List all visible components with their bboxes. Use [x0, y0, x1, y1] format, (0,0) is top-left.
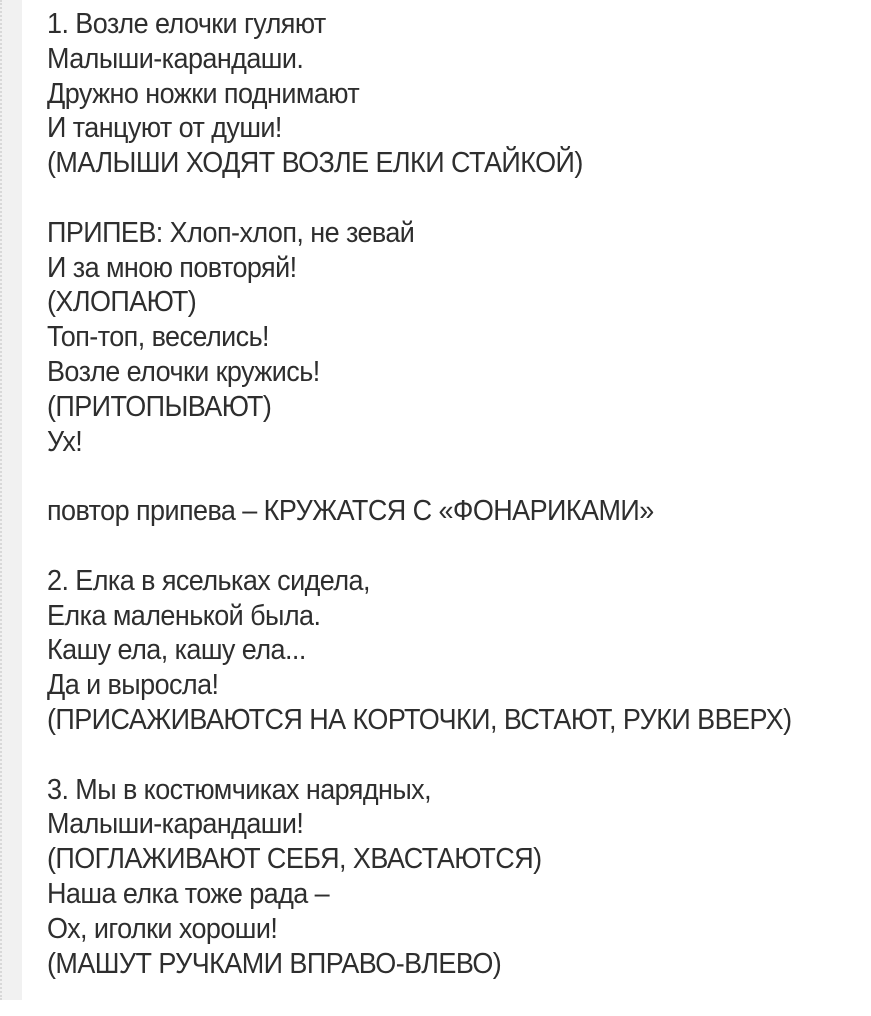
stanza-verse-2 — [47, 564, 813, 738]
left-margin-strip — [0, 0, 22, 1000]
stanza-chorus-repeat — [47, 494, 813, 529]
lyric-line: Ух! — [47, 425, 83, 458]
stage-direction: (МАЛЫШИ ХОДЯТ ВОЗЛЕ ЕЛКИ СТАЙКОЙ) — [47, 147, 583, 180]
lyric-line: Наша елка тоже рада – — [47, 877, 330, 910]
stanza-verse-1 — [47, 7, 813, 181]
lyric-line: И за мною повторяй! — [47, 251, 297, 284]
lyric-line: Елка маленькой была. — [47, 599, 321, 632]
stanza-chorus — [47, 216, 813, 460]
stage-direction: повтор припева – КРУЖАТСЯ С «ФОНАРИКАМИ» — [47, 495, 654, 528]
stage-direction: (ПРИТОПЫВАЮТ) — [47, 390, 272, 423]
stage-direction: (ХЛОПАЮТ) — [47, 286, 197, 319]
lyric-line: 1. Возле елочки гуляют — [47, 8, 326, 40]
stage-direction: (ПОГЛАЖИВАЮТ СЕБЯ, ХВАСТАЮТСЯ) — [47, 843, 542, 876]
chorus-heading-line: ПРИПЕВ: Хлоп-хлоп, не зевай — [47, 216, 415, 249]
lyric-line: Возле елочки кружись! — [47, 355, 320, 388]
lyric-line: Дружно ножки поднимают — [47, 77, 360, 110]
lyric-line: Топ-топ, веселись! — [47, 321, 269, 354]
lyric-line: Ох, иголки хороши! — [47, 912, 278, 945]
lyric-line: Малыши-карандаши. — [47, 42, 304, 75]
lyric-line: Кашу ела, кашу ела... — [47, 634, 306, 667]
lyric-line: Малыши-карандаши! — [47, 808, 304, 841]
lyric-line: Да и выросла! — [47, 669, 219, 702]
lyric-line: 3. Мы в костюмчиках нарядных, — [47, 773, 432, 806]
stage-direction: (ПРИСАЖИВАЮТСЯ НА КОРТОЧКИ, ВСТАЮТ, РУКИ ВВЕРХ) — [47, 703, 792, 736]
lyric-line: И танцуют от души! — [47, 112, 282, 145]
stage-direction: (МАШУТ РУЧКАМИ ВПРАВО-ВЛЕВО) — [47, 947, 502, 980]
lyric-line: 2. Елка в ясельках сидела, — [47, 564, 370, 597]
lyrics-document — [47, 7, 813, 1016]
stanza-verse-3 — [47, 773, 813, 982]
